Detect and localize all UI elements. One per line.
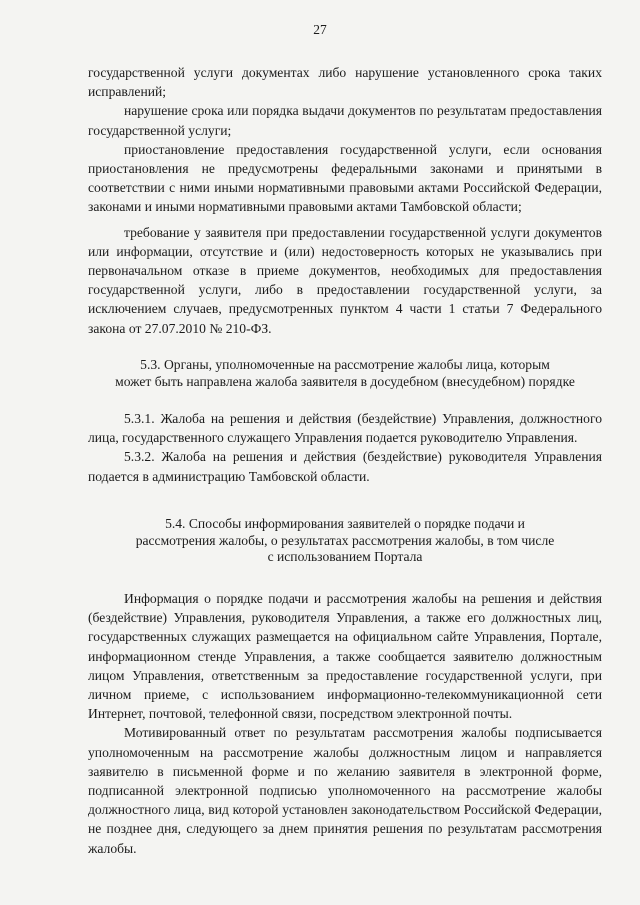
heading-line: 5.4. Способы информирования заявителей о порядке подачи и — [165, 516, 525, 531]
paragraph: Информация о порядке подачи и рассмотрения жалобы на решения и действия (бездействие) Управления, руководителя Управления, а также его должностных лиц, государственных служащих размещается на официальном сайте Управления, Портале, информационном стенде Управления, а также сообщается заявителю должностным лицом Управления, ответственным за предоставление государственной услуги, при личном приеме, с использованием информационно-телекоммуникационной сети Интернет, почтовой, телефонной связи, посредством электронной почты. — [88, 591, 602, 722]
paragraph: 5.3.2. Жалоба на решения и действия (бездействие) руководителя Управления подается в администрацию Тамбовской области. — [88, 449, 602, 484]
paragraph: Мотивированный ответ по результатам рассмотрения жалобы подписывается уполномоченным на рассмотрение жалобы должностным лицом и направляется заявителю в письменной форме и по желанию заявителя в электронной форме, подписанной электронной подписью уполномоченного на рассмотрение жалобы должностного лица, вид которой установлен законодательством Российской Федерации, не позднее дня, следующего за днем принятия решения по результатам рассмотрения жалобы. — [88, 725, 602, 856]
section-5-4-heading — [88, 516, 602, 566]
paragraph: 5.3.1. Жалоба на решения и действия (бездействие) Управления, должностного лица, государственного служащего Управления подается руководителю Управления. — [88, 411, 602, 446]
paragraph: государственной услуги документах либо нарушение установленного срока таких исправлений; — [88, 65, 602, 100]
page-number: 27 — [313, 22, 327, 37]
paragraph: нарушение срока или порядка выдачи документов по результатам предоставления государственной услуги; — [88, 103, 602, 138]
section-5-3-body — [88, 409, 602, 486]
paragraph: приостановление предоставления государственной услуги, если основания приостановления не предусмотрены федеральными законами и принятыми в соответствии с ними иными нормативными правовыми актами Российской Федерации, законами и иными нормативными правовыми актами Тамбовской области; — [88, 141, 602, 215]
heading-line: может быть направлена жалоба заявителя в досудебном (внесудебном) порядке — [115, 373, 575, 389]
heading-line: 5.3. Органы, уполномоченные на рассмотрение жалобы лица, которым — [140, 357, 550, 372]
section-5-4-body — [88, 589, 602, 858]
section-5-2-continuation — [88, 63, 602, 338]
heading-line: рассмотрения жалобы, о результатах рассмотрения жалобы, в том числе — [135, 532, 555, 548]
paragraph: требование у заявителя при предоставлении государственной услуги документов или информации, отсутствие и (или) недостоверность которых не указывались при первоначальном отказе в приеме документов, необходимых для предоставления государственной услуги, либо в предоставлении государственной услуги, за исключением случаев, предусмотренных пунктом 4 части 1 статьи 7 Федерального закона от 27.07.2010 № 210-ФЗ. — [88, 224, 602, 336]
heading-line: с использованием Портала — [267, 549, 423, 564]
section-5-3-heading — [88, 357, 602, 390]
